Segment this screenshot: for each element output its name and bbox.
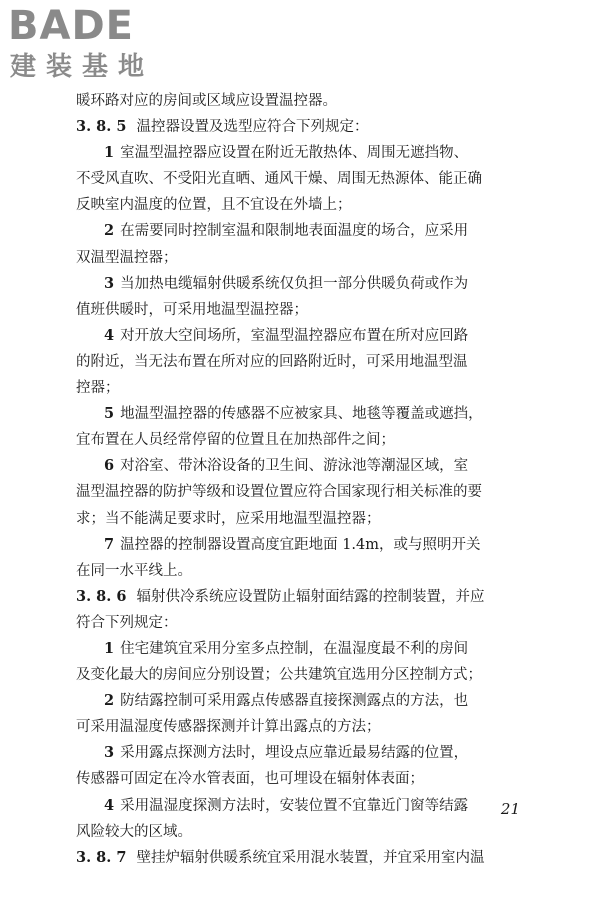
- text-line: [76, 192, 522, 218]
- line-text: 采用温湿度探测方法时，安装位置不宜靠近门窗等结露: [120, 797, 469, 814]
- clause-line: [76, 845, 522, 871]
- item-number: 1: [104, 144, 115, 162]
- clause-line: [76, 584, 522, 610]
- text-line: [76, 88, 522, 114]
- text-line: [76, 375, 522, 401]
- line-text: 辐射供冷系统应设置防止辐射面结露的控制装置，并应: [136, 588, 485, 605]
- text-line: [76, 479, 522, 505]
- list-item-line: [76, 271, 522, 297]
- document-body: [76, 88, 522, 871]
- line-text: 温控器的控制器设置高度宜距地面 1.4m，或与照明开关: [120, 536, 481, 553]
- line-text: 对开放大空间场所，室温型温控器应布置在所对应回路: [120, 327, 469, 344]
- line-text: 双温型温控器；: [76, 249, 178, 266]
- list-item-line: [76, 688, 522, 714]
- line-text: 不受风直吹、不受阳光直晒、通风干燥、周围无热源体、能正确: [76, 171, 482, 188]
- line-text: 反映室内温度的位置，且不宜设在外墙上；: [76, 197, 352, 214]
- text-line: [76, 766, 522, 792]
- page-number: 21: [500, 800, 520, 818]
- item-number: 4: [104, 326, 115, 344]
- item-number: 6: [104, 457, 115, 475]
- text-line: [76, 166, 522, 192]
- text-line: [76, 819, 522, 845]
- line-text: 传感器可固定在冷水管表面，也可埋设在辐射体表面；: [76, 771, 424, 788]
- line-text: 采用露点探测方法时，埋设点应靠近最易结露的位置，: [120, 745, 469, 762]
- line-text: 及变化最大的房间应分别设置；公共建筑宜选用分区控制方式；: [76, 667, 482, 684]
- clause-number: 3. 8. 6: [76, 587, 127, 605]
- item-number: 1: [104, 639, 115, 657]
- list-item-line: [76, 140, 522, 166]
- line-text: 在同一水平线上。: [76, 562, 192, 579]
- text-line: [76, 349, 522, 375]
- item-number: 4: [104, 796, 115, 814]
- list-item-line: [76, 740, 522, 766]
- item-number: 3: [104, 744, 115, 762]
- text-line: [76, 506, 522, 532]
- text-line: [76, 558, 522, 584]
- line-text: 符合下列规定：: [76, 614, 178, 631]
- list-item-line: [76, 636, 522, 662]
- item-number: 3: [104, 274, 115, 292]
- clause-number: 3. 8. 7: [76, 848, 127, 866]
- line-text: 暖环路对应的房间或区域应设置温控器。: [76, 93, 337, 109]
- list-item-line: [76, 453, 522, 479]
- logo: [8, 4, 173, 86]
- list-item-line: [76, 323, 522, 349]
- clause-number: 3. 8. 5: [76, 118, 127, 136]
- text-line: [76, 245, 522, 271]
- line-text: 防结露控制可采用露点传感器直接探测露点的方法，也: [120, 693, 469, 710]
- text-line: [76, 714, 522, 740]
- item-number: 7: [104, 535, 115, 553]
- list-item-line: [76, 793, 522, 819]
- line-text: 室温型温控器应设置在附近无散热体、周围无遮挡物、: [120, 145, 469, 162]
- text-line: [76, 427, 522, 453]
- line-text: 当加热电缆辐射供暖系统仅负担一部分供暖负荷或作为: [120, 275, 469, 292]
- line-text: 求；当不能满足要求时，应采用地温型温控器；: [76, 510, 381, 527]
- list-item-line: [76, 401, 522, 427]
- list-item-line: [76, 532, 522, 558]
- logo-brand: BADE: [8, 3, 134, 49]
- line-text: 在需要同时控制室温和限制地表面温度的场合，应采用: [120, 223, 469, 240]
- line-text: 住宅建筑宜采用分室多点控制，在温湿度最不利的房间: [120, 640, 469, 657]
- line-text: 的附近，当无法布置在所对应的回路附近时，可采用地温型温: [76, 353, 468, 370]
- clause-line: [76, 114, 522, 140]
- list-item-line: [76, 218, 522, 244]
- text-line: [76, 297, 522, 323]
- text-line: [76, 662, 522, 688]
- line-text: 值班供暖时，可采用地温型温控器；: [76, 301, 308, 318]
- line-text: 宜布置在人员经常停留的位置且在加热部件之间；: [76, 432, 395, 449]
- line-text: 壁挂炉辐射供暖系统宜采用混水装置，并宜采用室内温: [136, 849, 485, 866]
- item-number: 2: [104, 222, 115, 240]
- line-text: 可采用温湿度传感器探测并计算出露点的方法；: [76, 719, 381, 736]
- line-text: 风险较大的区域。: [76, 823, 192, 840]
- line-text: 地温型温控器的传感器不应被家具、地毯等覆盖或遮挡，: [120, 406, 483, 423]
- line-text: 对浴室、带沐浴设备的卫生间、游泳池等潮湿区域，室: [120, 458, 469, 475]
- text-line: [76, 610, 522, 636]
- item-number: 5: [104, 405, 115, 423]
- line-text: 温控器设置及选型应符合下列规定：: [136, 119, 369, 136]
- line-text: 控器；: [76, 380, 120, 397]
- item-number: 2: [104, 692, 115, 710]
- line-text: 温型温控器的防护等级和设置位置应符合国家现行相关标准的要: [76, 484, 482, 501]
- logo-subtitle: 建装基地: [10, 52, 155, 82]
